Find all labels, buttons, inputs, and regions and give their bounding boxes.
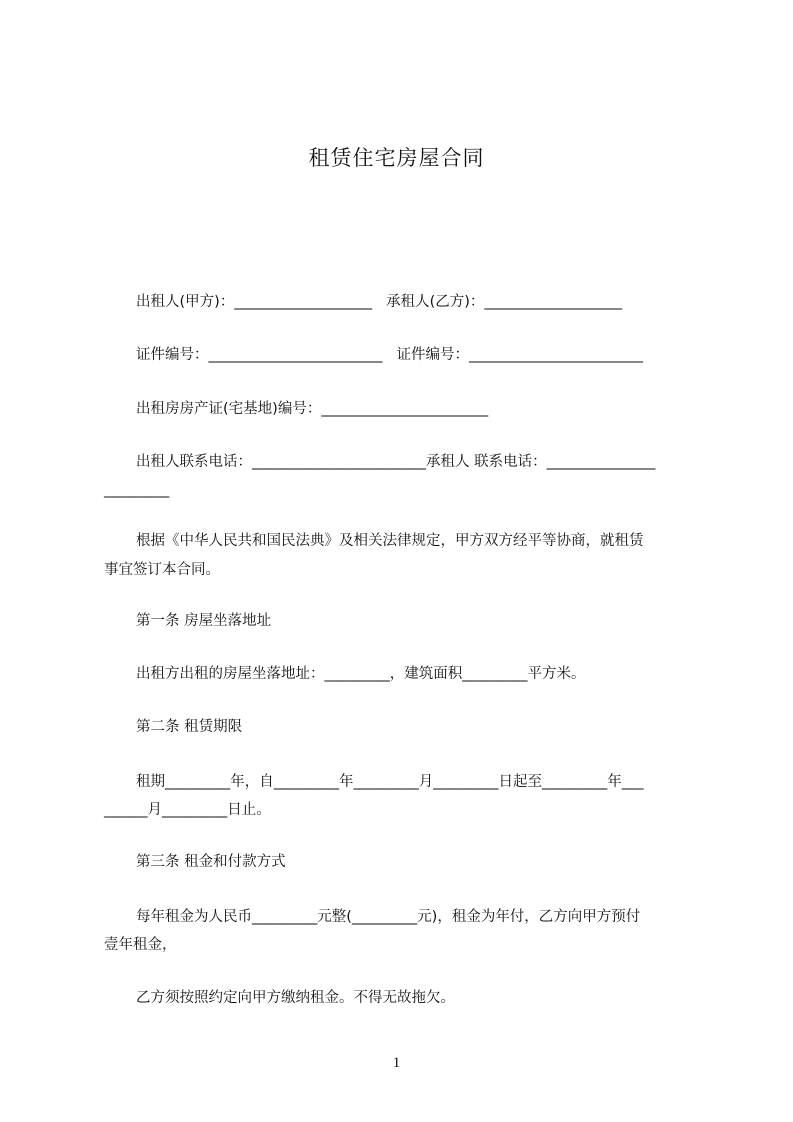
property-cert-line: 出租房房产证(宅基地)编号：_______________________ <box>136 401 489 417</box>
parties-line <box>104 285 736 319</box>
article-2-body-continued: ______月_________日止。 <box>104 802 271 818</box>
article-2-body: 租期_________年，自_________年_________月_________日起至_________年___ <box>136 774 644 790</box>
article-1-body: 出租方出租的房屋坐落地址：_________，建筑面积_________平方米。 <box>136 666 586 682</box>
article-2-heading: 第二条 租赁期限 <box>136 719 243 735</box>
tenant-field: 承租人(乙方)：___________________ <box>386 294 623 310</box>
preamble-line-continued: 事宜签订本合同。 <box>104 562 220 578</box>
page-title: 租赁住宅房屋合同 <box>308 146 485 170</box>
landlord-id-field: 证件编号：________________________ <box>136 347 383 363</box>
tenant-id-field: 证件编号：________________________ <box>396 347 643 363</box>
article-3-body: 每年租金为人民币_________元整(_________元)，租金为年付，乙方向甲方预付 <box>136 909 641 925</box>
id-number-line <box>104 338 736 372</box>
preamble-line: 根据《中华人民共和国民法典》及相关法律规定，甲方双方经平等协商，就租赁 <box>136 533 644 549</box>
landlord-field: 出租人(甲方)：___________________ <box>136 294 373 310</box>
article-3-body-continued: 壹年租金， <box>104 937 177 953</box>
article-1-heading: 第一条 房屋坐落地址 <box>136 613 272 629</box>
phone-line: 出租人联系电话：________________________承租人 联系电话：_______________ <box>136 454 656 470</box>
article-3-payment-note: 乙方须按照约定向甲方缴纳租金。不得无故拖欠。 <box>136 990 455 1006</box>
phone-line-continued: _________ <box>104 482 170 498</box>
page-number: 1 <box>392 1055 401 1071</box>
article-3-heading: 第三条 租金和付款方式 <box>136 854 286 870</box>
